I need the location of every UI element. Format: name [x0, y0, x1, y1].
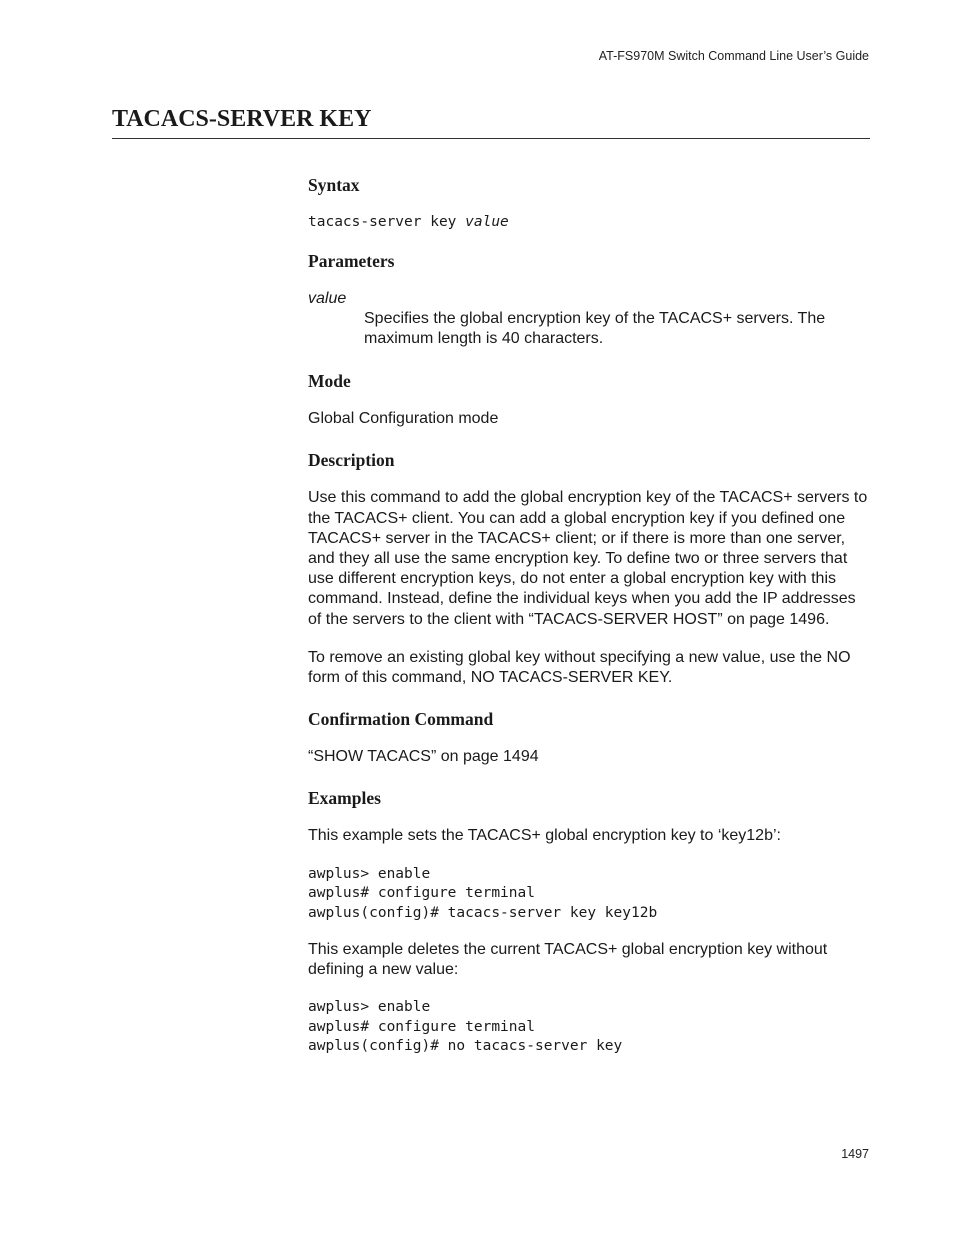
page-title: TACACS-SERVER KEY — [112, 106, 870, 139]
code-line: awplus> enable — [308, 865, 431, 882]
parameter-name: value — [308, 289, 347, 307]
main-content — [308, 174, 873, 1074]
example-code-block — [308, 865, 873, 924]
description-paragraph: To remove an existing global key without specifying a new value, use the NO form of this command, NO TACACS-SERVER KEY. — [308, 648, 851, 686]
code-line: awplus> enable — [308, 999, 431, 1016]
description-paragraph: Use this command to add the global encryption key of the TACACS+ servers to the TACACS+ client. You can add a global encryption key if you defined one TACACS+ server in the TACACS+ client; or if there is more than one server, and they all use the same encryption key. To define two or three servers that use different encryption keys, do not enter a global encryption key with this command. Instead, define the individual keys when you add the IP addresses of the servers to the client with “TACACS-SERVER HOST” on page 1496. — [308, 489, 868, 628]
description-heading: Description — [308, 450, 395, 471]
syntax-command-text: tacacs-server key — [308, 214, 457, 230]
page-number: 1497 — [841, 1147, 869, 1161]
confirmation-heading: Confirmation Command — [308, 709, 494, 730]
code-line: awplus# configure terminal — [308, 885, 535, 902]
parameter-description: Specifies the global encryption key of the TACACS+ servers. The maximum length is 40 characters. — [364, 309, 826, 347]
mode-text: Global Configuration mode — [308, 410, 499, 428]
syntax-command — [308, 213, 873, 233]
code-line: awplus(config)# no tacacs-server key — [308, 1038, 623, 1055]
syntax-argument: value — [465, 214, 509, 230]
example-intro: This example sets the TACACS+ global encryption key to ‘key12b’: — [308, 827, 781, 845]
code-line: awplus# configure terminal — [308, 1018, 535, 1035]
confirmation-link[interactable]: “SHOW TACACS” on page 1494 — [308, 748, 539, 766]
example-intro: This example deletes the current TACACS+ global encryption key without defining a new value: — [308, 941, 828, 979]
parameters-heading: Parameters — [308, 250, 395, 271]
mode-heading: Mode — [308, 371, 351, 392]
example-code-block — [308, 998, 873, 1057]
code-line: awplus(config)# tacacs-server key key12b — [308, 904, 658, 921]
examples-heading: Examples — [308, 788, 381, 809]
syntax-heading: Syntax — [308, 175, 360, 195]
running-header: AT-FS970M Switch Command Line User’s Guide — [598, 49, 869, 63]
